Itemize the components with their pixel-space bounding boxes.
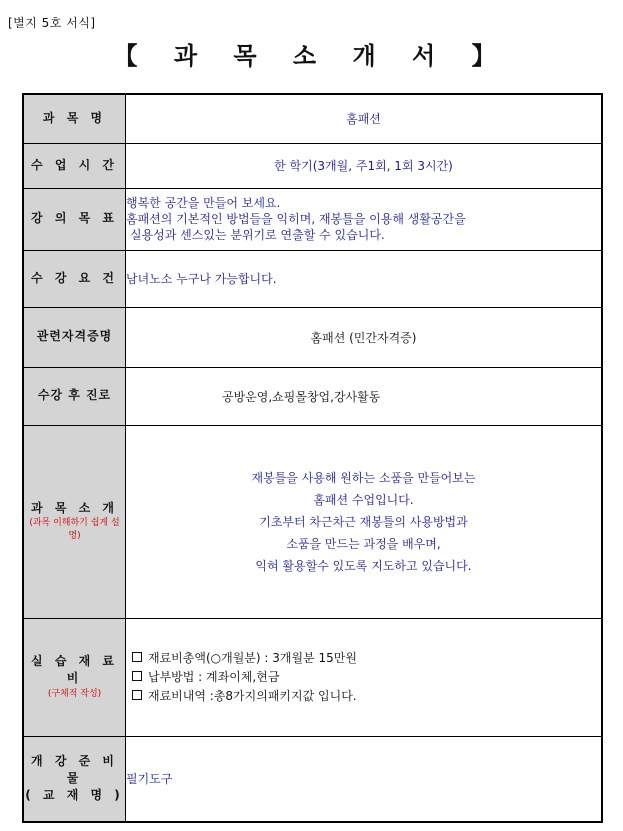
label-class-hours: 수 업 시 간	[23, 143, 126, 188]
course-name-value: 홈패션	[126, 94, 603, 143]
class-hours-value: 한 학기(3개월, 주1회, 1회 3시간)	[126, 143, 603, 188]
course-intro-form	[22, 93, 603, 823]
row-class-hours	[23, 143, 602, 188]
materials-item-text: 납부방법 : 계좌이체,현금	[148, 669, 280, 684]
materials-item-text: 재료비내역 :총8가지의패키지값 입니다.	[148, 688, 357, 703]
introduction-line: 소품을 만드는 과정을 배우며,	[286, 536, 441, 551]
row-materials	[23, 618, 602, 736]
document-title: 【 과 목 소 개 서 】	[113, 42, 510, 70]
objective-line: 실용성과 센스있는 분위기로 연출할 수 있습니다.	[130, 228, 385, 242]
row-supplies	[23, 736, 602, 822]
introduction-line: 재봉틀을 사용해 원하는 소품을 만들어보는	[251, 470, 476, 485]
row-course-name	[23, 94, 602, 143]
requirements-value: 남녀노소 누구나 가능합니다.	[126, 250, 603, 307]
introduction-line: 기초부터 차근차근 재봉틀의 사용방법과	[259, 514, 468, 529]
supplies-value: 필기도구	[126, 736, 603, 822]
checkbox-icon	[132, 690, 142, 700]
materials-item	[126, 649, 601, 668]
materials-label: 실 습 재 료 비	[31, 654, 118, 686]
objective-value	[126, 188, 603, 250]
label-requirements: 수 강 요 건	[23, 250, 126, 307]
materials-item	[126, 687, 601, 706]
row-introduction	[23, 425, 602, 618]
objective-line: 행복한 공간을 만들어 보세요.	[126, 196, 281, 210]
introduction-line: 익혀 활용할수 있도록 지도하고 있습니다.	[255, 558, 472, 573]
label-certificate: 관련자격증명	[23, 307, 126, 367]
introduction-line: 홈패션 수업입니다.	[313, 492, 414, 507]
row-certificate	[23, 307, 602, 367]
supplies-label-line1: 개 강 준 비 물	[31, 753, 118, 786]
form-code: [별지 5호 서식]	[8, 16, 96, 30]
row-requirements	[23, 250, 602, 307]
label-course-name: 과 목 명	[23, 94, 126, 143]
career-value: 공방운영,쇼핑몰창업,강사활동	[126, 367, 603, 425]
materials-item	[126, 668, 601, 687]
introduction-label: 과 목 소 개	[31, 500, 118, 515]
supplies-label-line2: ( 교 재 명 )	[25, 788, 124, 803]
certificate-value: 홈패션 (민간자격증)	[126, 307, 603, 367]
checkbox-icon	[132, 652, 142, 662]
label-introduction	[23, 425, 126, 618]
materials-value	[126, 618, 603, 736]
introduction-note: (과목 이해하기 쉽게 설명)	[29, 518, 120, 542]
row-career	[23, 367, 602, 425]
introduction-value	[126, 425, 603, 618]
materials-note: (구체적 작성)	[47, 688, 102, 699]
row-objective	[23, 188, 602, 250]
label-materials	[23, 618, 126, 736]
label-supplies	[23, 736, 126, 822]
checkbox-icon	[132, 671, 142, 681]
materials-item-text: 재료비총액(○개월분) : 3개월분 15만원	[148, 650, 357, 665]
label-career: 수강 후 진로	[23, 367, 126, 425]
label-objective: 강 의 목 표	[23, 188, 126, 250]
objective-line: 홈패션의 기본적인 방법들을 익히며, 재봉틀을 이용해 생활공간을	[126, 212, 466, 226]
